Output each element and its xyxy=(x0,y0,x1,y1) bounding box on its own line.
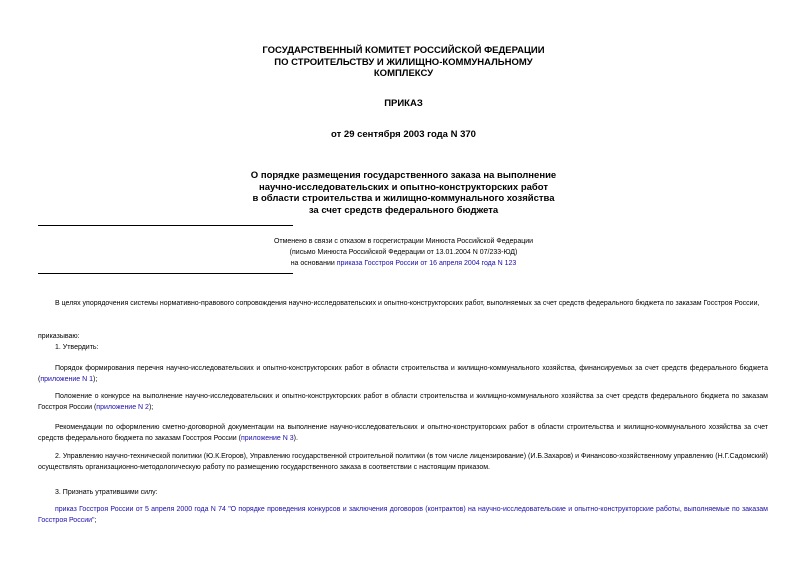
item-1-paragraph xyxy=(38,363,768,385)
item-1-text: Порядок формирования перечня научно-исследовательских и опытно-конструкторских работ в области строительства и жилищно-коммунального хозяйства, финансируемых за счет средств федерального бюджета ( xyxy=(38,365,768,383)
item-1-end: ); xyxy=(93,376,98,383)
order-word: приказываю: xyxy=(38,333,80,340)
note-line-2: (письмо Минюста Российской Федерации от 13.01.2004 N 07/233-ЮД) xyxy=(289,249,518,256)
divider-top xyxy=(38,225,293,226)
cancel-order-link[interactable]: приказа Госстроя России от 16 апреля 2004 года N 123 xyxy=(336,260,517,267)
item-3-paragraph xyxy=(38,422,768,444)
repealed-act-1-link[interactable]: приказ Госстроя России от 5 апреля 2000 года N 74 "О порядке проведения конкурсов и заключения договоров (контрактов) на научно-исследовательские и опытно-конструкторские работы, выполняемые по заказам Госстроя России" xyxy=(38,506,768,524)
appendix-3-link[interactable]: приложение N 3 xyxy=(241,435,294,442)
item-2-text: Положение о конкурсе на выполнение научно-исследовательских и опытно-конструкторских работ в области строительства и жилищно-коммунального хозяйства за счет средств федерального бюджета по заказам Госстроя России ( xyxy=(38,393,768,411)
divider-bottom xyxy=(38,273,293,274)
repealed-act-1-paragraph xyxy=(38,504,768,526)
appendix-1-link[interactable]: приложение N 1 xyxy=(40,376,93,383)
document-title xyxy=(0,170,807,216)
item-2-paragraph xyxy=(38,391,768,413)
note-line-1: Отменено в связи с отказом в госрегистрации Минюста Российской Федерации xyxy=(273,238,534,245)
agency-line-3: КОМПЛЕКСУ xyxy=(373,68,434,79)
issuing-agency xyxy=(0,45,807,80)
point-1-heading: 1. Утвердить: xyxy=(55,344,99,351)
document-type: ПРИКАЗ xyxy=(384,98,423,109)
title-line-3: в области строительства и жилищно-коммунального хозяйства xyxy=(252,193,555,204)
intro-paragraph: В целях упорядочения системы нормативно-правового сопровождения научно-исследовательских и опытно-конструкторских работ, выполняемых за счет средств федерального бюджета по заказам Госстроя России, xyxy=(55,300,760,307)
item-2-end: ); xyxy=(148,404,154,411)
title-line-4: за счет средств федерального бюджета xyxy=(308,204,499,216)
point-2-paragraph: 2. Управлению научно-технической политики (Ю.К.Егоров), Управлению государственной строительной политики (в том числе лицензирование) (И.Б.Захаров) и Финансово-хозяйственному управлению (Н.Г.Садомский) осуществлять организационно-методологическую работу по размещению государственного заказа в соответствии с настоящим приказом. xyxy=(38,453,768,471)
note-line-3-prefix: на основании xyxy=(290,260,337,267)
title-line-2: научно-исследовательских и опытно-конструкторских работ xyxy=(259,181,548,193)
item-3-text: Рекомендации по оформлению сметно-договорной документации на выполнение научно-исследовательских и опытно-конструкторских работ в области строительства и жилищно-коммунального хозяйства за счет средств федерального бюджета по заказам Госстроя России ( xyxy=(38,424,768,442)
note-line-3 xyxy=(0,258,807,269)
agency-line-2: ПО СТРОИТЕЛЬСТВУ И ЖИЛИЩНО-КОММУНАЛЬНОМУ xyxy=(274,56,533,68)
point-3-heading: 3. Признать утратившими силу: xyxy=(55,489,158,496)
repealed-act-1-end: ; xyxy=(94,517,97,524)
agency-line-1: ГОСУДАРСТВЕННЫЙ КОМИТЕТ РОССИЙСКОЙ ФЕДЕРАЦИИ xyxy=(262,45,545,56)
title-line-1: О порядке размещения государственного заказа на выполнение xyxy=(250,170,557,181)
document-date: от 29 сентября 2003 года N 370 xyxy=(331,129,476,140)
appendix-2-link[interactable]: приложение N 2 xyxy=(96,404,149,411)
cancellation-note xyxy=(0,236,807,269)
item-3-end: ). xyxy=(293,435,298,442)
